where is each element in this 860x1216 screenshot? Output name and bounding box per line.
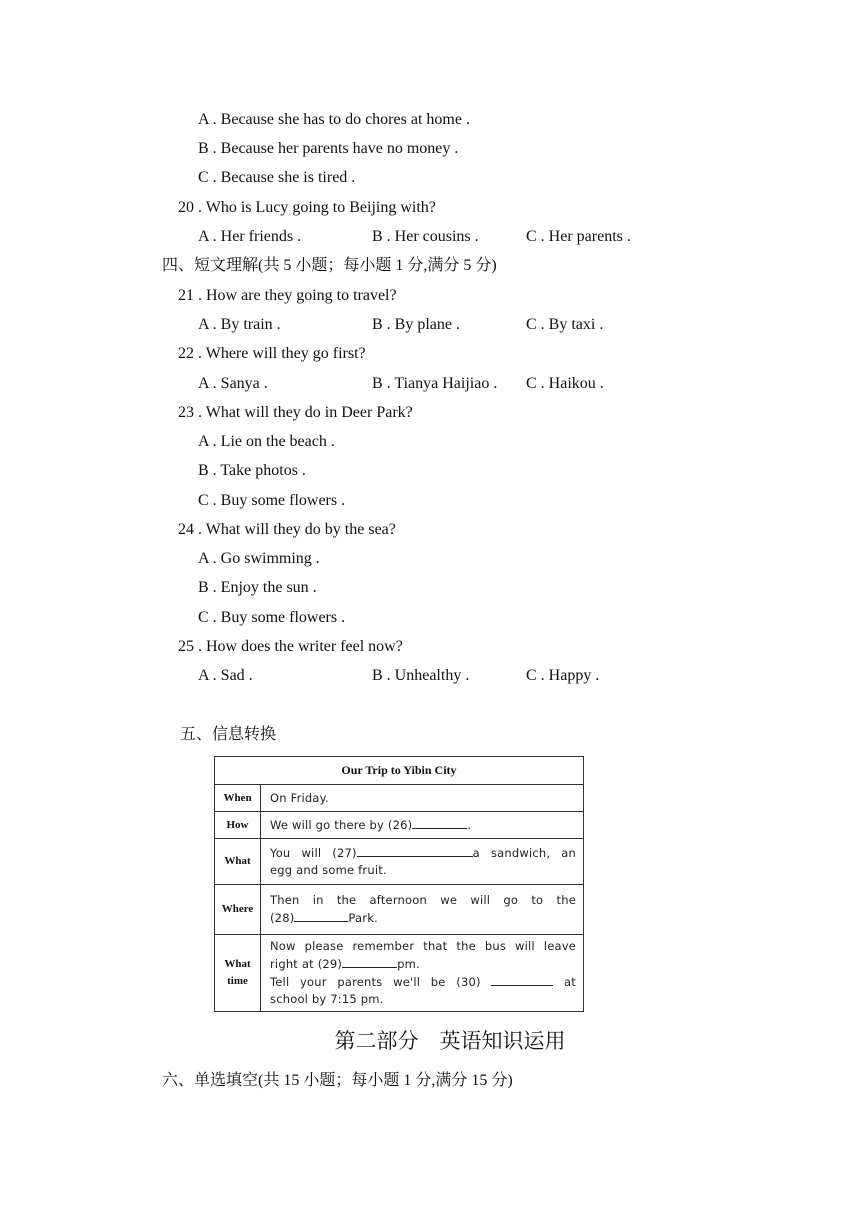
blank-26[interactable] [412, 816, 467, 829]
how-text-after: . [467, 818, 472, 832]
where-text-after: Park. [348, 911, 378, 925]
wt-text-line2-before: right at (29) [270, 957, 343, 971]
wt-text-line2-after: pm. [397, 957, 420, 971]
what-time-label-line2: time [227, 975, 248, 987]
how-label: How [215, 812, 261, 839]
q24-option-a: A . Go swimming . [198, 550, 320, 567]
q23-option-a: A . Lie on the beach . [198, 433, 335, 450]
q25-option-b: B . Unhealthy . [372, 667, 470, 684]
q22-option-c: C . Haikou . [526, 375, 604, 392]
what-time-label-line1: What [224, 958, 251, 970]
what-value [261, 839, 584, 885]
how-value [261, 812, 584, 839]
q23-option-c: C . Buy some flowers . [198, 492, 346, 509]
where-text-line1: Then in the afternoon we will go to the [270, 893, 576, 907]
when-value: On Friday. [261, 785, 584, 812]
q25-option-c: C . Happy . [526, 667, 600, 684]
what-time-value [261, 935, 584, 1012]
q25-option-a: A . Sad . [198, 667, 253, 684]
q23-option-b: B . Take photos . [198, 462, 306, 479]
part2-title: 第二部分 英语知识运用 [334, 1029, 566, 1053]
blank-30[interactable] [491, 973, 553, 986]
where-value [261, 885, 584, 935]
wt-text-line3-after: at [564, 975, 577, 989]
blank-28[interactable] [294, 909, 348, 922]
q23-question: 23 . What will they do in Deer Park? [178, 404, 413, 421]
q20-question: 20 . Who is Lucy going to Beijing with? [178, 199, 436, 216]
how-text-before: We will go there by (26) [270, 818, 413, 832]
q19-option-b: B . Because her parents have no money . [198, 140, 459, 157]
q22-question: 22 . Where will they go first? [178, 345, 366, 362]
where-text-before: (28) [270, 911, 295, 925]
q20-option-b: B . Her cousins . [372, 228, 479, 245]
q22-option-a: A . Sanya . [198, 375, 268, 392]
q21-option-b: B . By plane . [372, 316, 460, 333]
what-label: What [215, 839, 261, 885]
section5-title: 五、信息转换 [180, 726, 277, 743]
section6-title: 六、单选填空(共 15 小题；每小题 1 分,满分 15 分) [162, 1072, 513, 1089]
what-time-label [215, 935, 261, 1012]
q22-option-b: B . Tianya Haijiao . [372, 375, 498, 392]
q21-option-a: A . By train . [198, 316, 281, 333]
where-label: Where [215, 885, 261, 935]
when-label: When [215, 785, 261, 812]
q24-option-c: C . Buy some flowers . [198, 609, 346, 626]
q24-option-b: B . Enjoy the sun . [198, 579, 317, 596]
blank-29[interactable] [342, 955, 397, 968]
q20-option-c: C . Her parents . [526, 228, 631, 245]
q24-question: 24 . What will they do by the sea? [178, 521, 396, 538]
table-title: Our Trip to Yibin City [215, 757, 584, 785]
blank-27[interactable] [357, 844, 473, 857]
q19-option-a: A . Because she has to do chores at home . [198, 111, 470, 128]
q19-option-c: C . Because she is tired . [198, 169, 356, 186]
what-text-line2: egg and some fruit. [270, 863, 387, 877]
wt-text-line3-before: Tell your parents we'll be (30) [270, 975, 481, 989]
wt-text-line1: Now please remember that the bus will leave [270, 939, 576, 953]
what-text-before: You will (27) [270, 846, 357, 860]
q20-option-a: A . Her friends . [198, 228, 302, 245]
q21-question: 21 . How are they going to travel? [178, 287, 397, 304]
q21-option-c: C . By taxi . [526, 316, 604, 333]
what-text-after: a sandwich, an [472, 846, 576, 860]
q25-question: 25 . How does the writer feel now? [178, 638, 403, 655]
wt-text-line4: school by 7:15 pm. [270, 992, 384, 1006]
section4-title: 四、短文理解(共 5 小题；每小题 1 分,满分 5 分) [162, 257, 497, 274]
info-transfer-table [214, 756, 584, 1012]
